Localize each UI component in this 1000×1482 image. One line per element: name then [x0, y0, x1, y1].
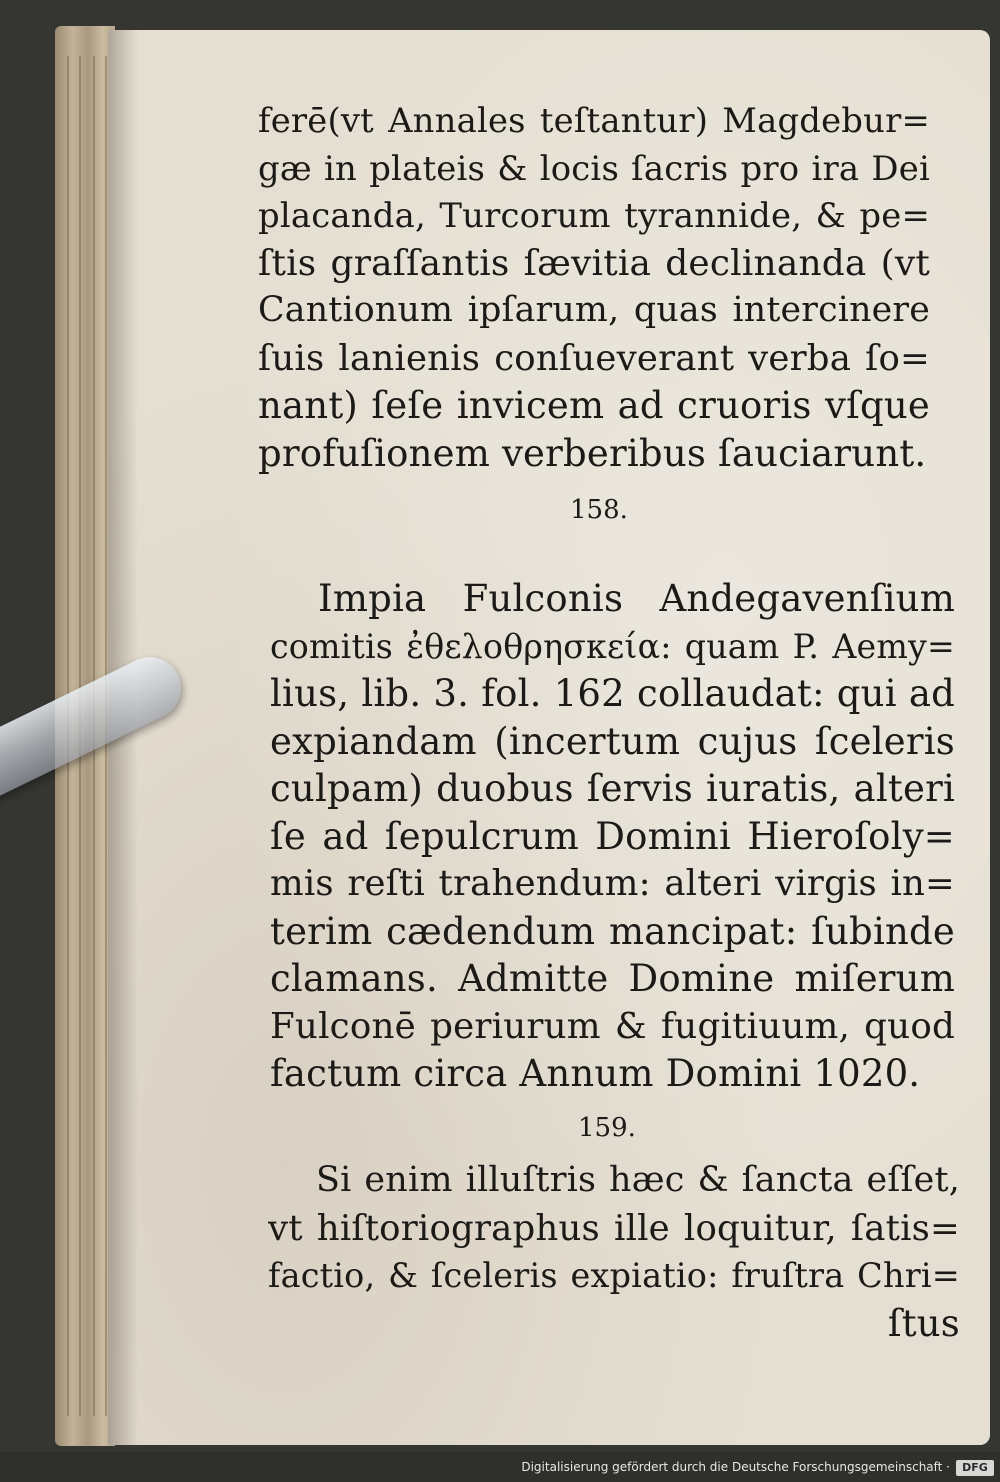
text-line: ſe ad ſepulcrum Domini Hieroſoly= [270, 814, 955, 858]
text-line: profuſionem verberibus ſauciarunt. [258, 431, 927, 475]
paragraph-157-continuation [258, 97, 930, 477]
catchword: ſtus [887, 1301, 960, 1345]
text-line: Fulconē periurum & fugitiuum, quod [270, 1005, 955, 1047]
text-line: ferē(vt Annales teſtantur) Magdebur= [258, 101, 930, 140]
text-line: expiandam (incertum cujus ſceleris [270, 719, 955, 763]
text-line: Impia Fulconis Andegavenſium [318, 577, 955, 620]
text-line: nant) ſeſe invicem ad cruoris vſque [258, 384, 930, 427]
text-line: Cantionum ipſarum, quas intercinere [258, 290, 930, 330]
dfg-logo: DFG [956, 1460, 994, 1476]
text-line: Si enim illuſtris hæc & ſancta eſſet, [316, 1160, 960, 1200]
text-line: placanda, Turcorum tyrannide, & pe= [258, 196, 930, 235]
paragraph-159 [268, 1157, 960, 1347]
paragraph-158 [270, 575, 955, 1098]
section-number: 158. [570, 495, 628, 525]
text-line: ſtis graſſantis ſævitia declinanda (vt [258, 242, 930, 284]
text-line: clamans. Admitte Domine miſerum [270, 957, 955, 1000]
funding-notice: Digitalisierung gefördert durch die Deutsche Forschungsgemeinschaft · [521, 1460, 950, 1474]
text-line: lius, lib. 3. fol. 162 collaudat: qui ad [270, 672, 955, 715]
text-line: gæ in plateis & locis ſacris pro ira Dei [258, 148, 930, 188]
text-line: terim cædendum mancipat: ſubinde [270, 909, 955, 953]
text-line: ſuis lanienis conſueverant verba ſo= [258, 337, 930, 379]
section-number: 159. [578, 1113, 636, 1143]
text-line: mis reſti trahendum: alteri virgis in= [270, 863, 955, 904]
text-line: comitis ἐθελοθρησκεία: quam P. Aemy= [270, 626, 955, 666]
text-line: vt hiſtoriographus ille loquitur, ſatis= [268, 1207, 960, 1249]
text-line: factio, & ſceleris expiatio: fruſtra Chri= [268, 1256, 960, 1295]
text-line: factum circa Annum Domini 1020. [270, 1052, 921, 1095]
text-line: culpam) duobus ſervis iuratis, alteri [270, 767, 955, 810]
footer-bar [0, 1452, 1000, 1482]
